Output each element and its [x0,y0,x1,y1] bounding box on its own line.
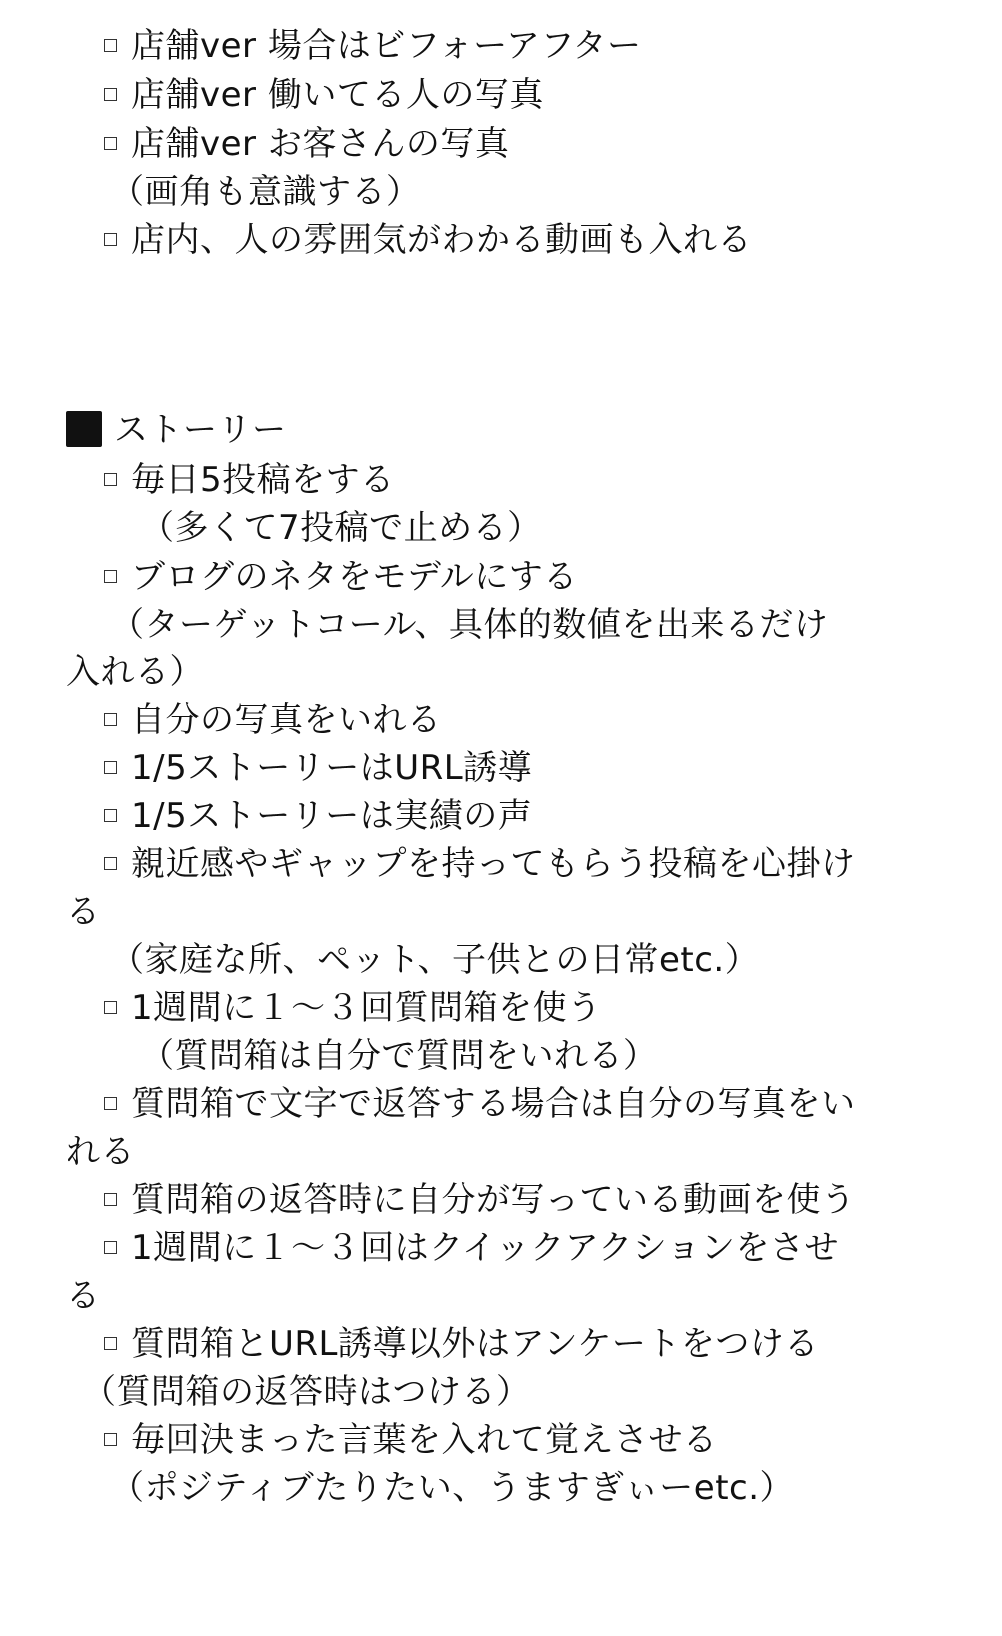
checkbox-icon[interactable] [104,39,117,52]
checkbox-icon[interactable] [104,1097,117,1110]
checklist-item [104,1320,819,1368]
note-text: （多くて7投稿で止める） [140,508,542,548]
checklist-item [104,216,752,264]
item-text: 店舗ver 場合はビフォーアフター [131,26,642,66]
item-text: 1/5ストーリーはURL誘導 [131,748,533,788]
note-text: （質問箱は自分で質問をいれる） [140,1036,658,1076]
note-text: る [66,892,101,932]
checklist-item [104,120,509,168]
checkbox-icon[interactable] [104,761,117,774]
item-text: 質問箱とURL誘導以外はアンケートをつける [131,1324,819,1364]
item-text: 毎回決まった言葉を入れて覚えさせる [131,1420,718,1460]
note-text: る [66,1276,101,1316]
item-text: 毎日5投稿をする [131,460,395,500]
item-text: 自分の写真をいれる [131,700,442,740]
item-text: 親近感やギャップを持ってもらう投稿を心掛け [131,844,856,884]
note-text: （ターゲットコール、具体的数値を出来るだけ [110,605,829,645]
checkbox-icon[interactable] [104,713,117,726]
item-text: ブログのネタをモデルにする [131,557,578,597]
item-text: 店内、人の雰囲気がわかる動画も入れる [131,220,752,260]
checkbox-icon[interactable] [104,233,117,246]
checkbox-icon[interactable] [104,137,117,150]
checklist-item [104,22,642,70]
item-text: 1週間に１〜３回質問箱を使う [131,988,602,1028]
checkbox-icon[interactable] [104,88,117,101]
checklist-item [104,1416,718,1464]
checklist-item [104,1224,839,1272]
checklist-item [104,456,395,504]
checklist-item [104,744,532,792]
checkbox-icon[interactable] [104,809,117,822]
checkbox-icon[interactable] [104,473,117,486]
note-text: （画角も意識する） [110,172,421,212]
checklist-item [104,1080,856,1128]
item-text: 1週間に１〜３回はクイックアクションをさせ [131,1228,840,1268]
heading-text: ストーリー [114,410,287,450]
item-text: 質問箱で文字で返答する場合は自分の写真をい [131,1084,856,1124]
item-text: 店舗ver お客さんの写真 [131,124,510,164]
checklist-item [104,984,602,1032]
section-heading [66,406,287,454]
checklist-item [104,1176,856,1224]
checkbox-icon[interactable] [104,857,117,870]
item-text: 質問箱の返答時に自分が写っている動画を使う [131,1180,856,1220]
checkbox-icon[interactable] [104,1193,117,1206]
checklist-item [104,792,532,840]
note-text: （質問箱の返答時はつける） [82,1372,531,1412]
checkbox-icon[interactable] [104,570,117,583]
note-text: （家庭な所、ペット、子供との日常etc.） [110,940,760,980]
item-text: 店舗ver 働いてる人の写真 [131,75,544,115]
checklist-item [104,840,856,888]
note-text: 入れる） [66,652,204,692]
checkbox-icon[interactable] [104,1241,117,1254]
checkbox-icon[interactable] [104,1337,117,1350]
checklist-item [104,553,578,601]
black-square-icon [66,411,102,447]
checkbox-icon[interactable] [104,1001,117,1014]
checklist-item [104,71,544,119]
checklist-item [104,696,442,744]
item-text: 1/5ストーリーは実績の声 [131,796,533,836]
note-text: れる [66,1132,135,1172]
note-text: （ポジティブたりたい、うますぎぃーetc.） [110,1468,795,1508]
checkbox-icon[interactable] [104,1433,117,1446]
